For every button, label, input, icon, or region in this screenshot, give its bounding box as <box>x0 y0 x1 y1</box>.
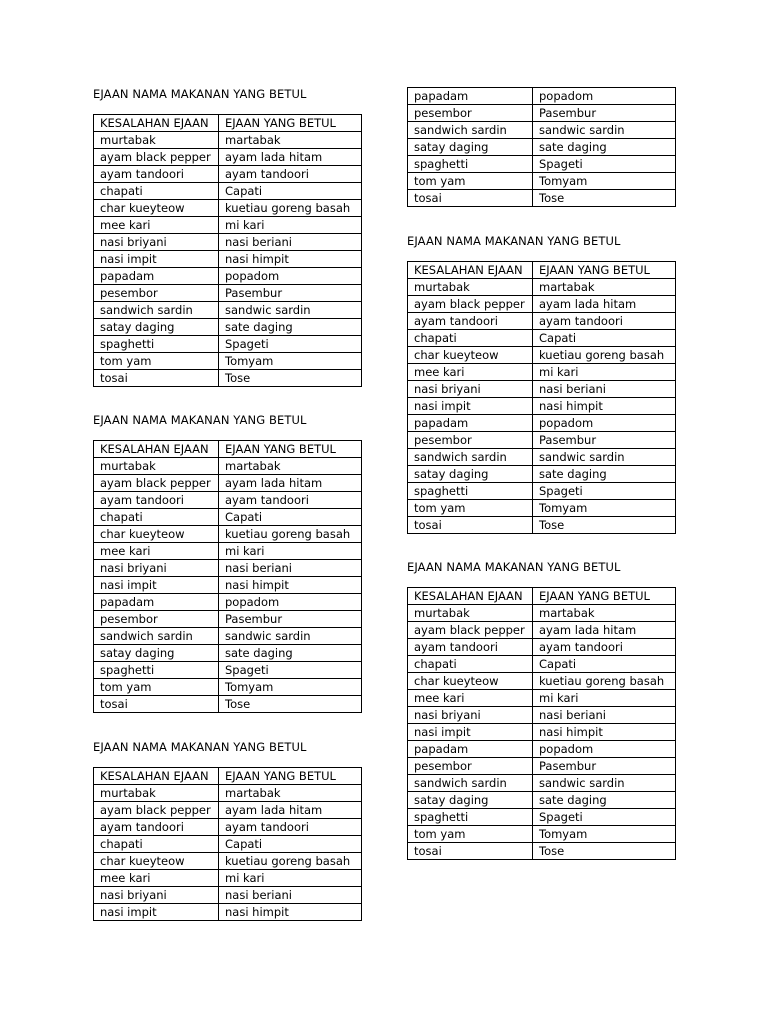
correct-spelling-cell: mi kari <box>533 364 676 381</box>
correct-spelling-cell: Capati <box>219 836 362 853</box>
correct-spelling-cell: Tomyam <box>533 173 676 190</box>
table-row <box>408 690 676 707</box>
correct-spelling-cell: Pasembur <box>533 432 676 449</box>
wrong-spelling-cell: papadam <box>94 268 219 285</box>
wrong-spelling-cell: sandwich sardin <box>94 628 219 645</box>
correct-spelling-cell: Spageti <box>533 809 676 826</box>
wrong-spelling-cell: murtabak <box>408 279 533 296</box>
correct-spelling-cell: ayam tandoori <box>219 492 362 509</box>
table-row <box>408 605 676 622</box>
table-row <box>408 88 676 105</box>
wrong-spelling-cell: char kueyteow <box>408 347 533 364</box>
wrong-spelling-cell: ayam black pepper <box>94 802 219 819</box>
correct-spelling-cell: ayam tandoori <box>219 819 362 836</box>
table-row <box>94 458 362 475</box>
table-row <box>94 268 362 285</box>
correct-spelling-cell: nasi beriani <box>219 234 362 251</box>
table-row <box>408 483 676 500</box>
wrong-spelling-cell: papadam <box>408 415 533 432</box>
correct-spelling-cell: nasi beriani <box>533 707 676 724</box>
wrong-spelling-cell: murtabak <box>94 785 219 802</box>
wrong-spelling-cell: tom yam <box>408 173 533 190</box>
table-row <box>94 662 362 679</box>
correct-spelling-cell: sate daging <box>219 645 362 662</box>
table-row <box>94 353 362 370</box>
table-row <box>94 492 362 509</box>
wrong-spelling-cell: spaghetti <box>408 809 533 826</box>
correct-spelling-cell: martabak <box>219 785 362 802</box>
correct-spelling-cell: sandwic sardin <box>533 449 676 466</box>
table-row <box>94 200 362 217</box>
table-row <box>408 449 676 466</box>
table-row <box>408 279 676 296</box>
wrong-spelling-cell: nasi briyani <box>408 381 533 398</box>
header-wrong-spelling: KESALAHAN EJAAN <box>94 768 219 785</box>
header-correct-spelling: EJAAN YANG BETUL <box>219 441 362 458</box>
wrong-spelling-cell: ayam tandoori <box>94 492 219 509</box>
table-row <box>408 398 676 415</box>
wrong-spelling-cell: murtabak <box>408 605 533 622</box>
correct-spelling-cell: nasi himpit <box>533 724 676 741</box>
correct-spelling-cell: nasi beriani <box>533 381 676 398</box>
correct-spelling-cell: sate daging <box>219 319 362 336</box>
table-row <box>94 251 362 268</box>
table-row <box>94 526 362 543</box>
header-correct-spelling: EJAAN YANG BETUL <box>219 768 362 785</box>
correct-spelling-cell: Pasembur <box>533 758 676 775</box>
correct-spelling-cell: ayam tandoori <box>533 639 676 656</box>
correct-spelling-cell: Tomyam <box>219 353 362 370</box>
correct-spelling-cell: nasi himpit <box>219 904 362 921</box>
correct-spelling-cell: sandwic sardin <box>533 775 676 792</box>
wrong-spelling-cell: nasi briyani <box>408 707 533 724</box>
correct-spelling-cell: Spageti <box>533 483 676 500</box>
table-row <box>408 673 676 690</box>
correct-spelling-cell: Pasembur <box>533 105 676 122</box>
table-row <box>94 802 362 819</box>
correct-spelling-cell: popadom <box>533 415 676 432</box>
table-row <box>408 381 676 398</box>
table-row <box>94 819 362 836</box>
wrong-spelling-cell: murtabak <box>94 132 219 149</box>
wrong-spelling-cell: pesembor <box>408 105 533 122</box>
table-row <box>94 560 362 577</box>
correct-spelling-cell: sate daging <box>533 792 676 809</box>
table-row <box>94 628 362 645</box>
block-title: EJAAN NAMA MAKANAN YANG BETUL <box>93 87 307 101</box>
correct-spelling-cell: Tose <box>533 843 676 860</box>
wrong-spelling-cell: nasi briyani <box>94 234 219 251</box>
correct-spelling-cell: Spageti <box>533 156 676 173</box>
table-row <box>408 639 676 656</box>
table-row <box>94 370 362 387</box>
header-correct-spelling: EJAAN YANG BETUL <box>533 262 676 279</box>
table-row <box>408 517 676 534</box>
wrong-spelling-cell: ayam black pepper <box>408 296 533 313</box>
wrong-spelling-cell: spaghetti <box>94 662 219 679</box>
table-row <box>94 183 362 200</box>
wrong-spelling-cell: ayam black pepper <box>408 622 533 639</box>
table-row <box>408 843 676 860</box>
header-correct-spelling: EJAAN YANG BETUL <box>219 115 362 132</box>
table-header-row <box>408 262 676 279</box>
correct-spelling-cell: Capati <box>533 656 676 673</box>
block-title: EJAAN NAMA MAKANAN YANG BETUL <box>93 413 307 427</box>
wrong-spelling-cell: tosai <box>94 696 219 713</box>
wrong-spelling-cell: chapati <box>94 183 219 200</box>
table-row <box>94 679 362 696</box>
wrong-spelling-cell: ayam black pepper <box>94 149 219 166</box>
table-header-row <box>94 768 362 785</box>
table-row <box>94 234 362 251</box>
table-row <box>408 122 676 139</box>
table-row <box>94 577 362 594</box>
correct-spelling-cell: kuetiau goreng basah <box>219 200 362 217</box>
header-wrong-spelling: KESALAHAN EJAAN <box>408 262 533 279</box>
correct-spelling-cell: kuetiau goreng basah <box>533 347 676 364</box>
correct-spelling-cell: ayam lada hitam <box>533 622 676 639</box>
table-row <box>408 466 676 483</box>
table-row <box>408 190 676 207</box>
correct-spelling-cell: Tose <box>533 190 676 207</box>
correct-spelling-cell: nasi beriani <box>219 560 362 577</box>
wrong-spelling-cell: chapati <box>94 836 219 853</box>
correct-spelling-cell: mi kari <box>533 690 676 707</box>
correct-spelling-cell: nasi himpit <box>219 577 362 594</box>
correct-spelling-cell: mi kari <box>219 217 362 234</box>
table-row <box>94 166 362 183</box>
table-header-row <box>408 588 676 605</box>
table-row <box>408 622 676 639</box>
correct-spelling-cell: ayam lada hitam <box>219 475 362 492</box>
table-row <box>408 330 676 347</box>
wrong-spelling-cell: mee kari <box>94 543 219 560</box>
wrong-spelling-cell: spaghetti <box>94 336 219 353</box>
correct-spelling-cell: Pasembur <box>219 611 362 628</box>
block-title: EJAAN NAMA MAKANAN YANG BETUL <box>93 740 307 754</box>
wrong-spelling-cell: char kueyteow <box>94 853 219 870</box>
table-row <box>408 741 676 758</box>
wrong-spelling-cell: papadam <box>94 594 219 611</box>
wrong-spelling-cell: tom yam <box>408 826 533 843</box>
correct-spelling-cell: popadom <box>533 741 676 758</box>
table-row <box>94 336 362 353</box>
wrong-spelling-cell: tosai <box>408 843 533 860</box>
wrong-spelling-cell: tosai <box>408 190 533 207</box>
correct-spelling-cell: martabak <box>219 132 362 149</box>
table-row <box>408 809 676 826</box>
header-wrong-spelling: KESALAHAN EJAAN <box>94 441 219 458</box>
wrong-spelling-cell: sandwich sardin <box>408 449 533 466</box>
table-row <box>94 594 362 611</box>
wrong-spelling-cell: sandwich sardin <box>408 122 533 139</box>
table-row <box>94 904 362 921</box>
table-row <box>408 500 676 517</box>
table-row <box>408 105 676 122</box>
correct-spelling-cell: kuetiau goreng basah <box>219 526 362 543</box>
wrong-spelling-cell: ayam tandoori <box>408 313 533 330</box>
wrong-spelling-cell: nasi impit <box>94 251 219 268</box>
table-row <box>408 296 676 313</box>
wrong-spelling-cell: mee kari <box>94 870 219 887</box>
correct-spelling-cell: ayam lada hitam <box>533 296 676 313</box>
wrong-spelling-cell: chapati <box>408 656 533 673</box>
spelling-table <box>407 261 676 534</box>
spelling-table <box>93 767 362 921</box>
table-row <box>408 707 676 724</box>
table-row <box>408 775 676 792</box>
wrong-spelling-cell: spaghetti <box>408 156 533 173</box>
wrong-spelling-cell: sandwich sardin <box>408 775 533 792</box>
wrong-spelling-cell: char kueyteow <box>94 526 219 543</box>
spelling-table <box>93 114 362 387</box>
table-row <box>94 645 362 662</box>
wrong-spelling-cell: papadam <box>408 741 533 758</box>
table-row <box>408 156 676 173</box>
wrong-spelling-cell: mee kari <box>408 364 533 381</box>
table-row <box>408 364 676 381</box>
correct-spelling-cell: Tomyam <box>533 500 676 517</box>
wrong-spelling-cell: pesembor <box>94 285 219 302</box>
correct-spelling-cell: sate daging <box>533 466 676 483</box>
table-row <box>94 149 362 166</box>
table-row <box>408 415 676 432</box>
correct-spelling-cell: sandwic sardin <box>533 122 676 139</box>
table-row <box>94 302 362 319</box>
correct-spelling-cell: Tose <box>219 696 362 713</box>
table-row <box>408 347 676 364</box>
wrong-spelling-cell: nasi impit <box>94 577 219 594</box>
table-row <box>408 313 676 330</box>
correct-spelling-cell: ayam lada hitam <box>219 149 362 166</box>
correct-spelling-cell: popadom <box>219 268 362 285</box>
correct-spelling-cell: ayam lada hitam <box>219 802 362 819</box>
table-row <box>94 132 362 149</box>
table-row <box>94 543 362 560</box>
wrong-spelling-cell: papadam <box>408 88 533 105</box>
spelling-table <box>407 587 676 860</box>
correct-spelling-cell: kuetiau goreng basah <box>533 673 676 690</box>
correct-spelling-cell: nasi beriani <box>219 887 362 904</box>
wrong-spelling-cell: chapati <box>408 330 533 347</box>
wrong-spelling-cell: satay daging <box>94 645 219 662</box>
table-row <box>408 432 676 449</box>
correct-spelling-cell: Spageti <box>219 336 362 353</box>
correct-spelling-cell: martabak <box>533 605 676 622</box>
spelling-table <box>407 87 676 207</box>
table-row <box>408 724 676 741</box>
table-row <box>408 826 676 843</box>
correct-spelling-cell: nasi himpit <box>533 398 676 415</box>
wrong-spelling-cell: chapati <box>94 509 219 526</box>
table-row <box>94 870 362 887</box>
table-row <box>408 173 676 190</box>
wrong-spelling-cell: sandwich sardin <box>94 302 219 319</box>
wrong-spelling-cell: pesembor <box>408 432 533 449</box>
table-row <box>94 853 362 870</box>
table-row <box>94 611 362 628</box>
table-header-row <box>94 115 362 132</box>
wrong-spelling-cell: tosai <box>408 517 533 534</box>
block-title: EJAAN NAMA MAKANAN YANG BETUL <box>407 234 621 248</box>
correct-spelling-cell: ayam tandoori <box>219 166 362 183</box>
table-row <box>408 139 676 156</box>
header-wrong-spelling: KESALAHAN EJAAN <box>408 588 533 605</box>
wrong-spelling-cell: char kueyteow <box>94 200 219 217</box>
header-correct-spelling: EJAAN YANG BETUL <box>533 588 676 605</box>
wrong-spelling-cell: satay daging <box>408 466 533 483</box>
wrong-spelling-cell: tom yam <box>94 679 219 696</box>
wrong-spelling-cell: pesembor <box>94 611 219 628</box>
spelling-table <box>93 440 362 713</box>
wrong-spelling-cell: nasi impit <box>408 724 533 741</box>
wrong-spelling-cell: ayam tandoori <box>94 166 219 183</box>
correct-spelling-cell: Tomyam <box>533 826 676 843</box>
correct-spelling-cell: sandwic sardin <box>219 302 362 319</box>
wrong-spelling-cell: murtabak <box>94 458 219 475</box>
correct-spelling-cell: popadom <box>219 594 362 611</box>
wrong-spelling-cell: nasi impit <box>408 398 533 415</box>
table-row <box>408 792 676 809</box>
correct-spelling-cell: nasi himpit <box>219 251 362 268</box>
correct-spelling-cell: kuetiau goreng basah <box>219 853 362 870</box>
correct-spelling-cell: sandwic sardin <box>219 628 362 645</box>
correct-spelling-cell: ayam tandoori <box>533 313 676 330</box>
table-row <box>408 656 676 673</box>
table-row <box>94 836 362 853</box>
wrong-spelling-cell: satay daging <box>408 792 533 809</box>
correct-spelling-cell: Capati <box>219 509 362 526</box>
correct-spelling-cell: mi kari <box>219 543 362 560</box>
wrong-spelling-cell: nasi impit <box>94 904 219 921</box>
table-row <box>94 217 362 234</box>
wrong-spelling-cell: nasi briyani <box>94 887 219 904</box>
wrong-spelling-cell: pesembor <box>408 758 533 775</box>
correct-spelling-cell: Tose <box>533 517 676 534</box>
wrong-spelling-cell: spaghetti <box>408 483 533 500</box>
wrong-spelling-cell: nasi briyani <box>94 560 219 577</box>
header-wrong-spelling: KESALAHAN EJAAN <box>94 115 219 132</box>
block-title: EJAAN NAMA MAKANAN YANG BETUL <box>407 560 621 574</box>
correct-spelling-cell: Capati <box>219 183 362 200</box>
wrong-spelling-cell: mee kari <box>408 690 533 707</box>
table-row <box>94 319 362 336</box>
table-row <box>94 887 362 904</box>
table-row <box>94 509 362 526</box>
table-row <box>94 285 362 302</box>
wrong-spelling-cell: tom yam <box>94 353 219 370</box>
table-row <box>94 475 362 492</box>
wrong-spelling-cell: ayam tandoori <box>94 819 219 836</box>
wrong-spelling-cell: ayam black pepper <box>94 475 219 492</box>
correct-spelling-cell: Spageti <box>219 662 362 679</box>
wrong-spelling-cell: tosai <box>94 370 219 387</box>
correct-spelling-cell: Capati <box>533 330 676 347</box>
correct-spelling-cell: martabak <box>219 458 362 475</box>
correct-spelling-cell: Tose <box>219 370 362 387</box>
correct-spelling-cell: Pasembur <box>219 285 362 302</box>
wrong-spelling-cell: ayam tandoori <box>408 639 533 656</box>
wrong-spelling-cell: char kueyteow <box>408 673 533 690</box>
wrong-spelling-cell: satay daging <box>408 139 533 156</box>
correct-spelling-cell: Tomyam <box>219 679 362 696</box>
wrong-spelling-cell: mee kari <box>94 217 219 234</box>
wrong-spelling-cell: satay daging <box>94 319 219 336</box>
correct-spelling-cell: sate daging <box>533 139 676 156</box>
table-row <box>408 758 676 775</box>
wrong-spelling-cell: tom yam <box>408 500 533 517</box>
correct-spelling-cell: martabak <box>533 279 676 296</box>
table-row <box>94 696 362 713</box>
table-row <box>94 785 362 802</box>
correct-spelling-cell: mi kari <box>219 870 362 887</box>
table-header-row <box>94 441 362 458</box>
correct-spelling-cell: popadom <box>533 88 676 105</box>
